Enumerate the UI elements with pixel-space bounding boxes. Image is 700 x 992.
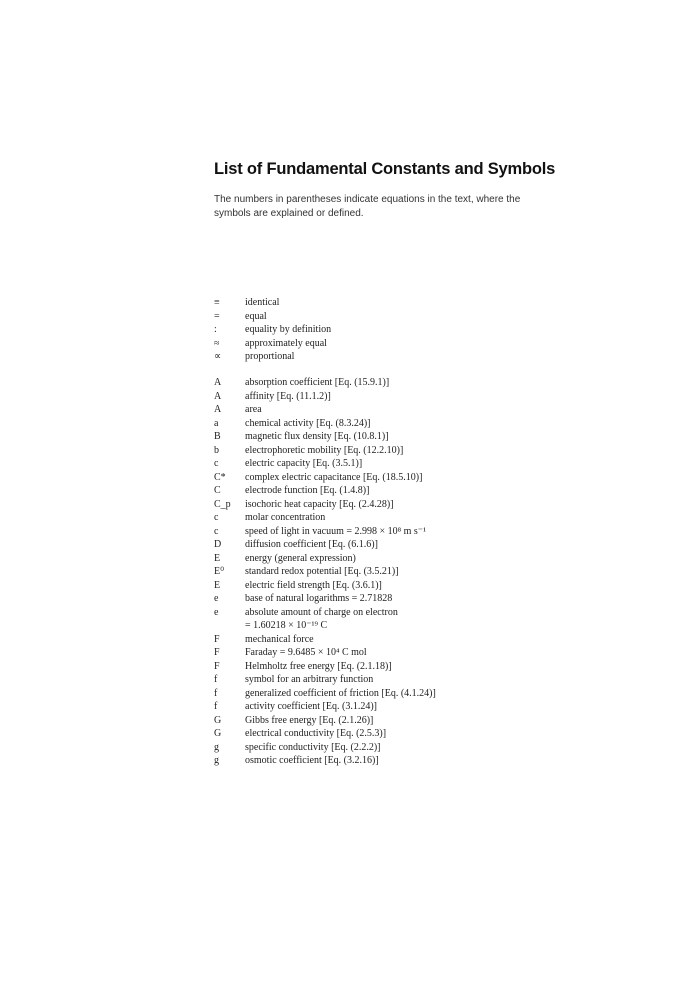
intro-paragraph: The numbers in parentheses indicate equations in the text, where the symbols are explained or defined. — [214, 194, 521, 219]
symbol-glyph: ≡ — [214, 297, 220, 308]
symbol-definition: mechanical force — [245, 633, 314, 645]
symbol-definition: base of natural logarithms = 2.71828 — [245, 593, 393, 604]
symbol-glyph: f — [214, 701, 218, 712]
symbol-glyph: A — [214, 390, 222, 402]
symbol-glyph: a — [214, 417, 219, 429]
symbol-glyph: g — [214, 755, 219, 766]
symbol-definition: electrical conductivity [Eq. (2.5.3)] — [245, 728, 387, 739]
symbol-glyph: e — [214, 606, 219, 618]
symbol-glyph: : — [214, 324, 217, 335]
symbol-definition: area — [245, 404, 262, 415]
symbol-definition: equal — [245, 310, 267, 322]
symbol-definition: equality by definition — [245, 324, 332, 335]
symbol-definition: isochoric heat capacity [Eq. (2.4.28)] — [245, 498, 394, 510]
symbol-glyph: g — [214, 741, 219, 753]
symbol-glyph: F — [214, 660, 220, 672]
symbol-definition: energy (general expression) — [245, 552, 356, 564]
symbol-glyph: E⁰ — [214, 566, 225, 577]
symbol-glyph: c — [214, 458, 219, 469]
symbol-definition: absorption coefficient [Eq. (15.9.1)] — [245, 377, 390, 388]
symbol-glyph: b — [214, 444, 219, 456]
symbol-definition: Faraday = 9.6485 × 10⁴ C mol — [245, 647, 367, 658]
symbol-glyph: c — [214, 525, 219, 537]
symbol-glyph: f — [214, 674, 218, 685]
symbol-definition: electric capacity [Eq. (3.5.1)] — [245, 458, 363, 469]
symbol-definition: absolute amount of charge on electron — [245, 606, 398, 618]
symbol-definition: electrophoretic mobility [Eq. (12.2.10)] — [245, 444, 404, 456]
symbol-definition: Helmholtz free energy [Eq. (2.1.18)] — [245, 660, 392, 672]
symbol-glyph: e — [214, 593, 219, 604]
symbol-glyph: G — [214, 714, 222, 726]
symbol-definition: speed of light in vacuum = 2.998 × 10⁸ m s⁻¹ — [245, 525, 427, 537]
symbol-definition: electrode function [Eq. (1.4.8)] — [245, 485, 370, 496]
symbol-definition: diffusion coefficient [Eq. (6.1.6)] — [245, 539, 378, 550]
symbol-glyph: B — [214, 431, 221, 442]
symbol-glyph: C* — [214, 471, 226, 483]
symbol-definition: = 1.60218 × 10⁻¹⁹ C — [245, 620, 328, 631]
symbol-glyph: E — [214, 552, 221, 564]
symbol-definition: proportional — [245, 351, 295, 362]
symbol-glyph: F — [214, 647, 220, 658]
symbol-definition: specific conductivity [Eq. (2.2.2)] — [245, 741, 381, 753]
symbol-definition: activity coefficient [Eq. (3.1.24)] — [245, 701, 377, 712]
symbol-glyph: ≈ — [214, 337, 220, 349]
symbol-glyph: c — [214, 512, 219, 523]
symbol-glyph: G — [214, 728, 222, 739]
symbol-definition: affinity [Eq. (11.1.2)] — [245, 390, 331, 402]
symbol-definition: molar concentration — [245, 512, 326, 523]
symbol-definition: symbol for an arbitrary function — [245, 674, 374, 685]
symbol-definition: electric field strength [Eq. (3.6.1)] — [245, 579, 382, 591]
symbol-definition: osmotic coefficient [Eq. (3.2.16)] — [245, 755, 379, 766]
symbol-definition: approximately equal — [245, 337, 327, 349]
symbol-glyph: C — [214, 485, 221, 496]
symbol-definition: standard redox potential [Eq. (3.5.21)] — [245, 566, 399, 577]
symbol-glyph: A — [214, 377, 222, 388]
symbol-glyph: F — [214, 633, 220, 645]
symbol-definition: magnetic flux density [Eq. (10.8.1)] — [245, 431, 389, 442]
symbol-definition: complex electric capacitance [Eq. (18.5.10)] — [245, 471, 423, 483]
symbol-glyph: f — [214, 687, 218, 699]
symbol-definition: Gibbs free energy [Eq. (2.1.26)] — [245, 714, 374, 726]
page-title: List of Fundamental Constants and Symbols — [214, 160, 556, 178]
symbol-definition: identical — [245, 297, 280, 308]
symbol-glyph: C_p — [214, 498, 231, 510]
symbol-definition: generalized coefficient of friction [Eq. (4.1.24)] — [245, 687, 436, 699]
symbol-glyph: E — [214, 579, 221, 591]
symbol-glyph: A — [214, 404, 222, 415]
symbol-glyph: = — [214, 310, 220, 322]
symbol-glyph: D — [214, 539, 222, 550]
symbol-glyph: ∝ — [214, 351, 222, 362]
symbol-definition: chemical activity [Eq. (8.3.24)] — [245, 417, 371, 429]
